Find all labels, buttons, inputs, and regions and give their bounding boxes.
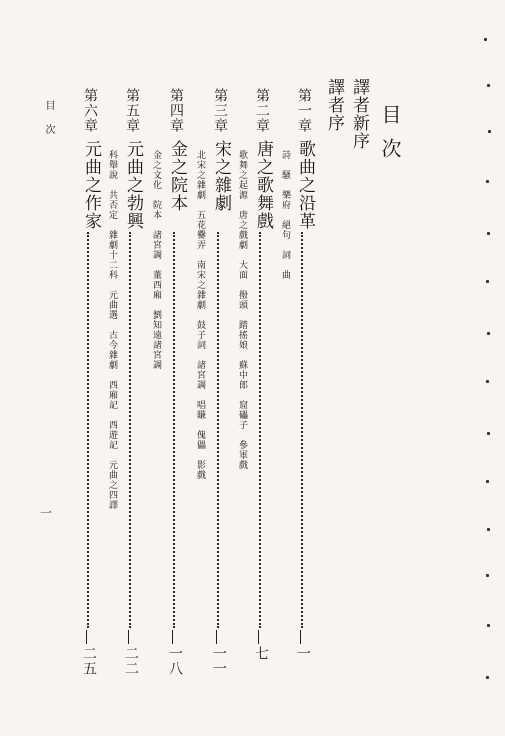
chapter-6-leader: [87, 232, 89, 628]
chapter-4-number: 第四章: [168, 88, 184, 133]
chapter-4-leader: [173, 232, 175, 628]
chapter-1-leader: [301, 232, 303, 628]
scan-speck: [487, 624, 490, 627]
chapter-2-page: 七: [253, 646, 269, 661]
chapter-1-page: 一: [295, 646, 311, 661]
chapter-4-page: 一八: [167, 646, 183, 676]
scan-speck: [486, 480, 489, 483]
chapter-3-number: 第三章: [212, 88, 228, 133]
chapter-3-page-tick: [216, 630, 217, 644]
scan-speck: [484, 38, 487, 41]
translator-new-preface[interactable]: 譯者新序: [349, 78, 369, 150]
scan-speck: [487, 432, 490, 435]
scan-speck: [486, 380, 489, 383]
chapter-4-title[interactable]: 金之院本: [167, 140, 187, 212]
chapter-3-subtopics: 北宋之雜劇 五花爨弄 南宋之雜劇 鼓子詞 諸宮調 唱賺 傀儡 影戲: [195, 150, 205, 480]
chapter-5-page: 二二: [123, 646, 139, 676]
chapter-3-title[interactable]: 宋之雜劇: [211, 140, 231, 212]
scan-speck: [486, 574, 489, 577]
scan-speck: [487, 84, 490, 87]
scan-speck: [487, 332, 490, 335]
chapter-5-subtopics: 科舉說 共否定 雜劇十二科 元曲選 古今雜劇 西廂記 西遊記 元曲之四譯: [107, 150, 117, 510]
scan-speck: [487, 232, 490, 235]
chapter-1-subtopics: 詩 騷 樂府 絕句 詞 曲: [280, 150, 290, 280]
scan-speck: [486, 280, 489, 283]
chapter-2-leader: [259, 232, 261, 628]
chapter-1-title[interactable]: 歌曲之沿革: [295, 140, 315, 230]
chapter-3-page: 一一: [211, 646, 227, 676]
scan-speck: [487, 528, 490, 531]
scan-speck: [486, 676, 489, 679]
chapter-5-page-tick: [128, 630, 129, 644]
chapter-2-page-tick: [258, 630, 259, 644]
chapter-5-title[interactable]: 元曲之勃興: [123, 140, 143, 230]
chapter-5-number: 第五章: [124, 88, 140, 133]
chapter-6-number: 第六章: [82, 88, 98, 133]
chapter-4-subtopics: 金之文化 院本 諸宮調 董西廂 劉知遠諸宮調: [151, 150, 161, 370]
chapter-1-number: 第一章: [296, 88, 312, 133]
running-header: 目次: [43, 100, 54, 148]
chapter-6-title[interactable]: 元曲之作家: [81, 140, 101, 230]
chapter-3-leader: [217, 232, 219, 628]
chapter-4-page-tick: [172, 630, 173, 644]
chapter-2-subtopics: 歌舞之起源 唐之戲劇 大面 撥頭 踏搖娘 蘇中郎 窟礧子 參軍戲: [237, 150, 247, 470]
folio: 一: [40, 506, 53, 520]
chapter-6-page: 二五: [81, 646, 97, 676]
chapter-1-page-tick: [300, 630, 301, 644]
scan-speck: [486, 180, 489, 183]
translator-preface[interactable]: 譯者序: [324, 78, 344, 132]
scan-speck: [488, 130, 491, 133]
chapter-6-page-tick: [86, 630, 87, 644]
chapter-2-title[interactable]: 唐之歌舞戲: [253, 140, 273, 230]
chapter-2-number: 第二章: [254, 88, 270, 133]
toc-title: 目次: [378, 104, 402, 172]
chapter-5-leader: [129, 232, 131, 628]
